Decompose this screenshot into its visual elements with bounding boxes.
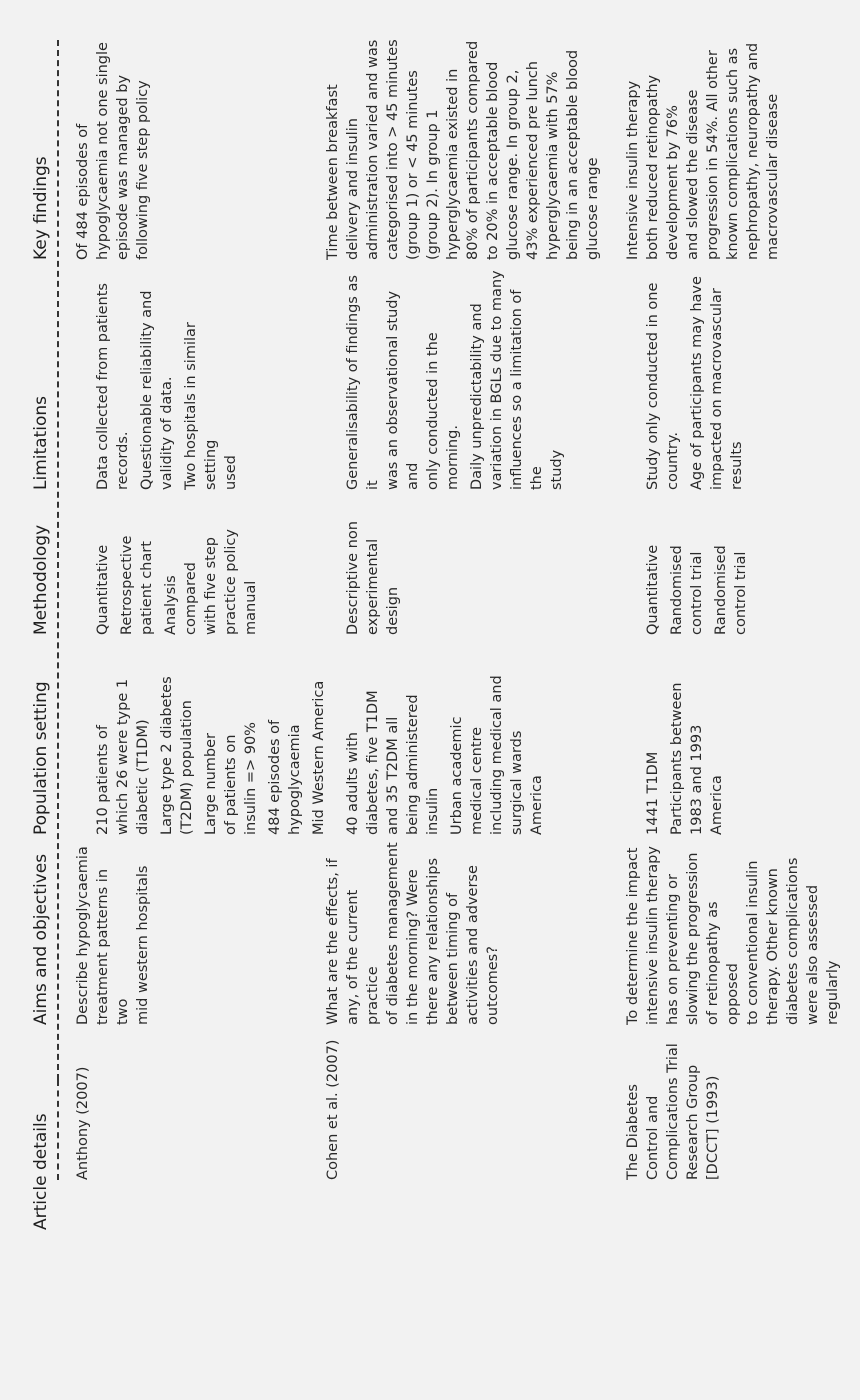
row2-limitations [323, 265, 567, 490]
row1-limit-1: Data collected from patients records. [95, 283, 131, 490]
row3-aims: To determine the impact intensive insulin therapy has on preventing or slowing the progression of retinopathy as opposed to conventional insulin therapy. Other known diabetes complications were also assessed regularly [625, 846, 841, 1025]
row2-article: Cohen et al. (2007) [325, 1039, 341, 1180]
row1-limitations [73, 270, 241, 490]
row2-aims: What are the effects, if any, of the current practice of diabetes management in the morning? Were there any relationships between timing of activities and adverse outcomes? [325, 842, 501, 1025]
row3-population-1: 1441 T1DM [645, 751, 661, 835]
row1-population [73, 645, 329, 835]
row2-population-3: America [529, 775, 545, 835]
header-divider-left [57, 1080, 59, 1180]
row1-aims: Describe hypoglycaemia treatment patterns in two mid western hospitals [75, 846, 151, 1025]
row1-method-3: Analysis compared with five step practice policy manual [163, 529, 259, 635]
row3-population [623, 645, 727, 835]
header-methodology: Methodology [31, 524, 51, 635]
row1-population-1: 210 patients of which 26 were type 1 diabetic (T1DM) [95, 678, 151, 835]
row3-method-1: Quantitative [645, 544, 661, 635]
row1-method-2: Retrospective patient chart [119, 535, 155, 635]
row1-population-5: Mid Western America [311, 680, 327, 835]
row3-findings: Intensive insulin therapy both reduced retinopathy development by 76% and slowed the disease progression in 54%. All other known complications such as nephropathy, neuropathy and macrovascular disease [625, 42, 781, 260]
row2-population [323, 645, 547, 835]
row1-methodology [73, 500, 261, 635]
row1-limit-2: Questionable reliability and validity of data. [139, 290, 175, 490]
header-population-setting: Population setting [31, 681, 51, 835]
row2-findings: Time between breakfast delivery and insulin administration varied and was categorised into > 45 minutes (group 1) or < 45 minutes (group 2). In group 1 hyperglycaemia existed in 80% of participants compared to 20% in acceptable blood glucose range. In group 2, 43% experienced pre lunch hyperglycaemia with 57% being in an acceptable blood glucose range [325, 39, 601, 260]
row2-population-1: 40 adults with diabetes, five T1DM and 35 T2DM all being administered insulin [345, 690, 441, 835]
row1-article: Anthony (2007) [75, 1066, 91, 1180]
header-aims-objectives: Aims and objectives [31, 853, 51, 1025]
row3-article: The Diabetes Control and Complications Trial Research Group [DCCT] (1993) [625, 1043, 721, 1180]
row3-limitations [623, 270, 747, 490]
header-divider-article [57, 40, 59, 1080]
row1-population-2: Large type 2 diabetes (T2DM) population [159, 676, 195, 835]
row1-population-4: 484 episodes of hypoglycaemia [267, 719, 303, 835]
row2-methodology [323, 495, 403, 635]
row3-population-2: Participants between 1983 and 1993 [669, 682, 705, 835]
row2-limit-2: Daily unpredictability and variation in BGLs due to many influences so a limitation of the study [469, 270, 565, 490]
header-article-details: Article details [31, 1113, 51, 1230]
row3-method-3: Randomised control trial [713, 545, 749, 635]
row2-limit-1: Generalisability of findings as it was an observational study and only conducted in the morning. [345, 275, 461, 490]
row3-population-3: America [709, 775, 725, 835]
row3-limit-1: Study only conducted in one country. [645, 282, 681, 490]
row1-limit-3: Two hospitals in similar setting used [183, 322, 239, 490]
row1-population-3: Large number of patients on insulin => 90% [203, 722, 259, 835]
row3-methodology [623, 500, 751, 635]
row3-limit-2: Age of participants may have impacted on macrovascular results [689, 276, 745, 490]
header-limitations: Limitations [31, 396, 51, 490]
row2-population-2: Urban academic medical centre including medical and surgical wards [449, 675, 525, 835]
row1-findings: Of 484 episodes of hypoglycaemia not one single episode was managed by following five step policy [75, 42, 151, 260]
header-key-findings: Key findings [31, 156, 51, 260]
row2-method-1: Descriptive non experimental design [345, 521, 401, 635]
row1-method-1: Quantitative [95, 544, 111, 635]
row3-method-2: Randomised control trial [669, 545, 705, 635]
